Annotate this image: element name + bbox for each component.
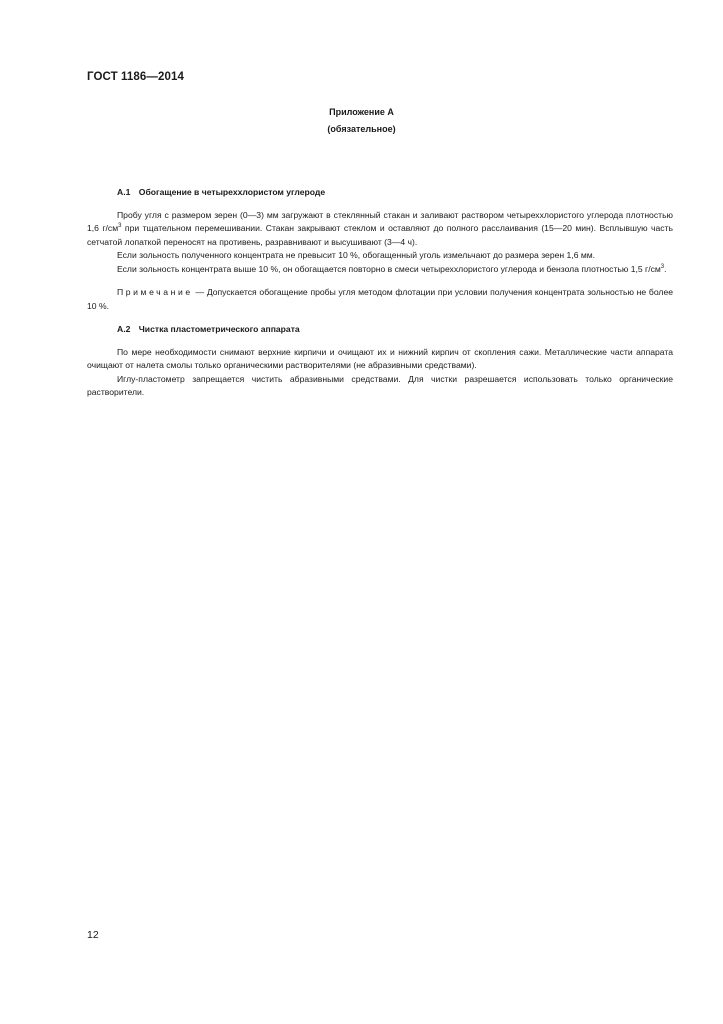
section-number: А.1 — [117, 187, 131, 197]
paragraph — [87, 209, 673, 250]
page-number: 12 — [87, 929, 99, 941]
section-title: Чистка пластометрического аппарата — [138, 324, 300, 334]
section-heading — [87, 186, 673, 200]
paragraph: Иглу-пластометр запрещается чистить абразивными средствами. Для чистки разрешается использовать только органические растворители. — [87, 373, 673, 397]
paragraph: Если зольность полученного концентрата не превысит 10 %, обогащенный уголь измельчают до размера зерен 1,6 мм. — [117, 250, 596, 260]
paragraph-text: Если зольность концентрата выше 10 %, он обогащается повторно в смеси четыреххлористого углерода и бензола плотностью 1,5 г/см — [117, 263, 661, 274]
section-heading — [87, 323, 673, 337]
section-number: А.2 — [117, 324, 131, 334]
document-body — [87, 186, 673, 400]
appendix-heading — [0, 104, 723, 138]
appendix-status: (обязательное) — [327, 124, 396, 134]
section-a2 — [87, 323, 673, 400]
standard-code-header: ГОСТ 1186—2014 — [87, 71, 184, 83]
section-title: Обогащение в четыреххлористом углероде — [138, 187, 326, 197]
paragraph-text: при тщательном перемешивании. Стакан закрывают стеклом и оставляют до полного расслаивания (15—20 мин). Всплывшую часть сетчатой лопаткой переносят на противень, разравнивают и высушивают (3—4 ч). — [87, 223, 673, 247]
note-label: Примечание — [117, 287, 193, 297]
paragraph-text: Пробу угля с размером зерен (0—3) мм загружают в стеклянный стакан и заливают раствором четыреххлористого углерода плотностью 1,6 г/см — [87, 209, 673, 233]
note — [87, 286, 673, 313]
paragraph-text: . — [664, 263, 667, 274]
superscript: 3 — [660, 263, 665, 270]
appendix-title: Приложение А — [329, 107, 394, 117]
paragraph: По мере необходимости снимают верхние кирпичи и очищают их и нижний кирпич от скопления сажи. Металлические части аппарата очищают от налета смолы только органическими растворителями (не абразивными средствами). — [87, 346, 673, 370]
paragraph — [87, 263, 673, 277]
note-dash: — — [192, 287, 207, 297]
note-text: Допускается обогащение пробы угля методом флотации при условии получения концентрата зольностью не более 10 %. — [87, 287, 673, 311]
superscript: 3 — [118, 223, 122, 230]
section-a1 — [87, 186, 673, 313]
